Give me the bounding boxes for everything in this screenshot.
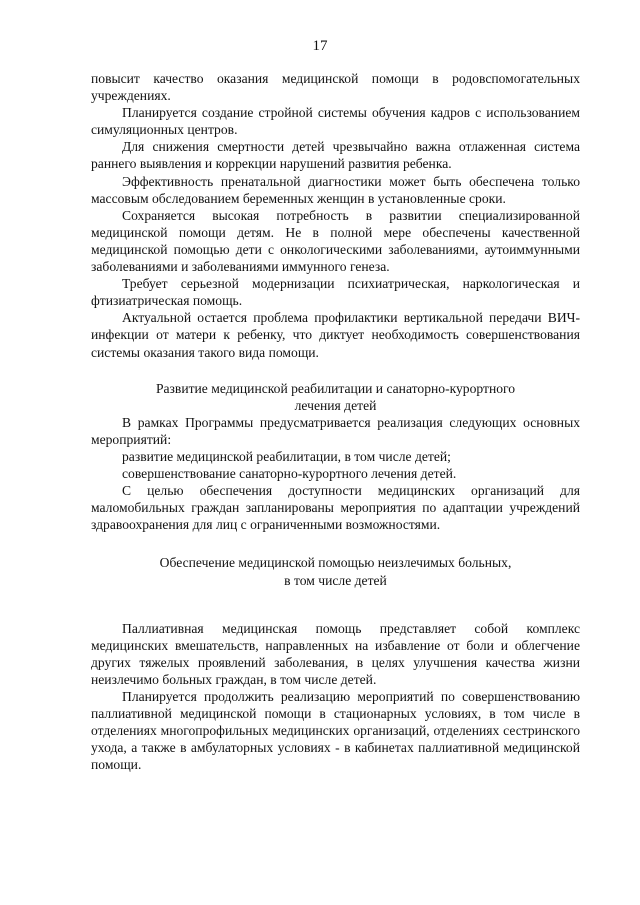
section-heading: Развитие медицинской реабилитации и санаторно-курортного <box>155 380 516 396</box>
paragraph: Для снижения смертности детей чрезвычайно важна отлаженная система раннего выявления и коррекции нарушений развития ребенка. <box>91 139 580 172</box>
section-heading: в том числе детей <box>284 572 387 588</box>
paragraph: Сохраняется высокая потребность в развитии специализированной медицинской помощи детям. Не в полной мере обеспечены качественной медицинской помощью дети с онкологическими заболеваниями, аутоиммунными заболеваниями и заболеваниями иммунного генеза. <box>91 207 580 275</box>
paragraph: Паллиативная медицинская помощь представляет собой комплекс медицинских вмешательств, направленных на избавление от боли и облегчение других тяжелых проявлений заболевания, в целях улучшения качества жизни неизлечимо больных граждан, в том числе детей. <box>91 620 580 687</box>
page-number: 17 <box>312 38 328 54</box>
paragraph: Планируется продолжить реализацию мероприятий по совершенствованию паллиативной медицинской помощи в стационарных условиях, в том числе в отделениях многопрофильных медицинских организаций, отделениях сестринского ухода, а также в амбулаторных условиях - в кабинетах паллиативной медицинской помощи. <box>91 689 580 773</box>
paragraph: Планируется создание стройной системы обучения кадров с использованием симуляционных центров. <box>91 105 580 138</box>
paragraph: С целью обеспечения доступности медицинских организаций для маломобильных граждан запланированы мероприятия по адаптации учреждений здравоохранения для лиц с ограниченными возможностями. <box>91 483 580 533</box>
paragraph: Актуальной остается проблема профилактики вертикальной передачи ВИЧ-инфекции от матери к ребенку, что диктует необходимость совершенствования системы оказания такого вида помощи. <box>91 310 580 360</box>
section-heading: лечения детей <box>294 397 377 413</box>
paragraph: Эффективность пренатальной диагностики может быть обеспечена только массовым обследованием беременных женщин в установленные сроки. <box>91 173 580 206</box>
list-item: совершенствование санаторно-курортного лечения детей. <box>122 466 457 482</box>
paragraph: Требует серьезной модернизации психиатрическая, наркологическая и фтизиатрическая помощь. <box>91 276 580 309</box>
document-body <box>91 70 580 773</box>
paragraph: повысит качество оказания медицинской помощи в родовспомогательных учреждениях. <box>91 71 580 104</box>
paragraph: В рамках Программы предусматривается реализация следующих основных мероприятий: <box>91 414 580 447</box>
list-item: развитие медицинской реабилитации, в том числе детей; <box>122 448 451 464</box>
section-heading: Обеспечение медицинской помощью неизлечимых больных, <box>159 555 512 571</box>
